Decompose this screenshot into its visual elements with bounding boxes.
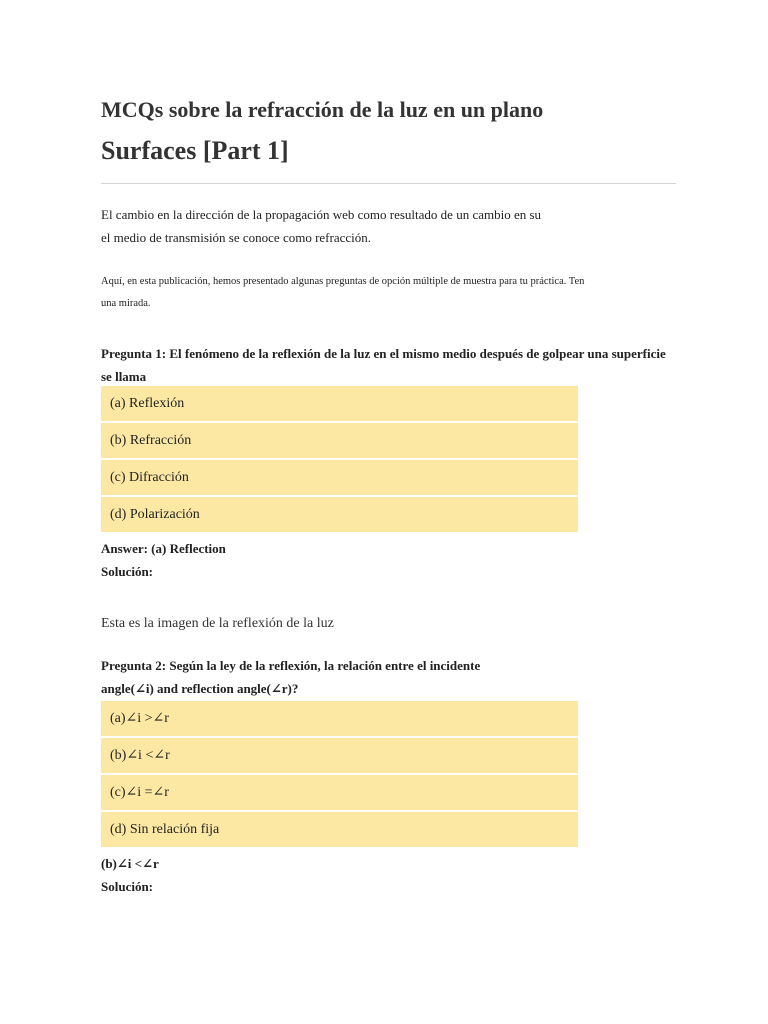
note-line: una mirada. bbox=[101, 298, 151, 309]
option-c[interactable]: (c)∠i =∠r bbox=[101, 775, 578, 810]
intro-line: el medio de transmisión se conoce como refracción. bbox=[101, 230, 372, 245]
intro-paragraph bbox=[101, 203, 661, 249]
question-1-options bbox=[101, 386, 578, 534]
option-b[interactable]: (b) Refracción bbox=[101, 423, 578, 458]
option-a[interactable]: (a) Reflexión bbox=[101, 386, 578, 421]
question-1-solution-label: Solución: bbox=[101, 564, 154, 579]
article-title-line-1: MCQs sobre la refracción de la luz en un plano bbox=[101, 97, 544, 122]
question-1-answer: Answer: (a) Reflection bbox=[101, 541, 226, 556]
option-d[interactable]: (d) Sin relación fija bbox=[101, 812, 578, 847]
intro-line: El cambio en la dirección de la propagación web como resultado de un cambio en su bbox=[101, 207, 542, 222]
option-b[interactable]: (b)∠i <∠r bbox=[101, 738, 578, 773]
question-line: angle(∠i) and reflection angle(∠r)? bbox=[101, 681, 299, 696]
practice-note bbox=[101, 271, 661, 315]
option-c[interactable]: (c) Difracción bbox=[101, 460, 578, 495]
question-line: se llama bbox=[101, 369, 147, 384]
question-1-text bbox=[101, 342, 681, 388]
question-line: Pregunta 1: El fenómeno de la reflexión de la luz en el mismo medio después de golpear una superficie bbox=[101, 346, 666, 361]
option-a[interactable]: (a)∠i >∠r bbox=[101, 701, 578, 736]
reflection-image-caption: Esta es la imagen de la reflexión de la luz bbox=[101, 616, 334, 631]
option-d[interactable]: (d) Polarización bbox=[101, 497, 578, 532]
question-2-solution-label: Solución: bbox=[101, 879, 154, 894]
question-line: Pregunta 2: Según la ley de la reflexión, la relación entre el incidente bbox=[101, 658, 481, 673]
title-divider bbox=[101, 183, 676, 184]
article-title-line-2: Surfaces [Part 1] bbox=[101, 136, 289, 165]
question-2-answer: (b)∠i <∠r bbox=[101, 856, 159, 871]
question-2-text bbox=[101, 654, 681, 700]
question-2-options bbox=[101, 701, 578, 849]
note-line: Aquí, en esta publicación, hemos presentado algunas preguntas de opción múltiple de muestra para tu práctica. Ten bbox=[101, 276, 585, 287]
